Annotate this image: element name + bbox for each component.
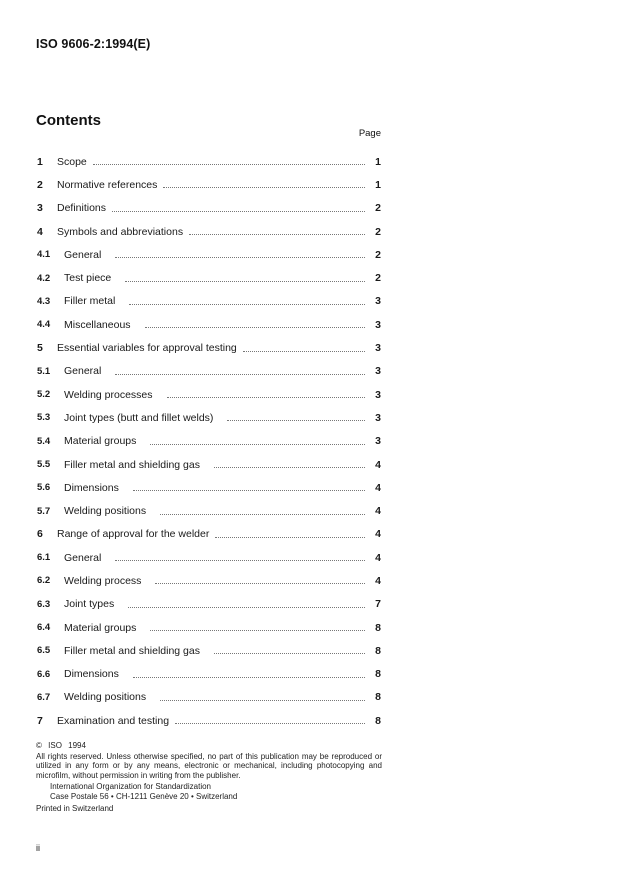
document-id: ISO 9606-2:1994(E) (36, 37, 151, 51)
toc-entry-page: 2 (375, 248, 381, 261)
toc-entry-page: 3 (375, 435, 381, 448)
toc-entry[interactable] (37, 686, 381, 709)
toc-entry[interactable] (37, 220, 381, 243)
toc-entry-title: Dimensions (64, 668, 119, 681)
toc-dot-leader (155, 573, 365, 584)
toc-entry[interactable] (37, 616, 381, 639)
toc-entry-title: Dimensions (64, 481, 119, 494)
toc-entry-page: 3 (375, 365, 381, 378)
toc-entry-number: 6.6 (37, 668, 51, 680)
toc-entry-number: 7 (37, 714, 43, 727)
toc-entry-page: 4 (375, 574, 381, 587)
toc-entry-page: 3 (375, 295, 381, 308)
toc-entry-title: Essential variables for approval testing (57, 342, 237, 355)
toc-entry-title: Symbols and abbreviations (57, 225, 184, 238)
toc-entry[interactable] (37, 406, 381, 429)
toc-entry-number: 2 (37, 178, 43, 191)
table-of-contents (37, 150, 381, 732)
toc-dot-leader (160, 690, 365, 701)
toc-entry-number: 4.1 (37, 249, 51, 261)
toc-entry[interactable] (37, 360, 381, 383)
toc-entry-title: Filler metal and shielding gas (64, 644, 200, 657)
toc-entry-title: Welding process (64, 574, 142, 587)
toc-dot-leader (145, 317, 365, 328)
toc-entry[interactable] (37, 243, 381, 266)
toc-entry-title: Welding positions (64, 505, 147, 518)
toc-dot-leader (215, 527, 365, 538)
toc-dot-leader (150, 620, 365, 631)
toc-entry-page: 4 (375, 505, 381, 518)
toc-entry[interactable] (37, 313, 381, 336)
toc-entry-number: 4.4 (37, 319, 51, 331)
toc-entry-page: 3 (375, 342, 381, 355)
toc-entry-title: Scope (57, 155, 87, 168)
toc-entry-number: 5 (37, 342, 43, 355)
toc-entry[interactable] (37, 290, 381, 313)
toc-entry[interactable] (37, 523, 381, 546)
toc-entry-page: 3 (375, 411, 381, 424)
rights-statement: All rights reserved. Unless otherwise specified, no part of this publication may be reproduced or utilized in any form or by any means, electronic or mechanical, including photocopying and microfilm, without permission in writing from the publisher. (36, 751, 382, 780)
toc-entry[interactable] (37, 266, 381, 289)
toc-entry-page: 2 (375, 202, 381, 215)
toc-entry-page: 1 (375, 155, 381, 168)
toc-dot-leader (214, 643, 365, 654)
toc-entry-title: Test piece (64, 272, 112, 285)
toc-dot-leader (167, 387, 365, 398)
toc-entry-number: 5.1 (37, 365, 51, 377)
toc-dot-leader (129, 294, 365, 305)
toc-entry[interactable] (37, 336, 381, 359)
toc-entry-title: Range of approval for the welder (57, 528, 210, 541)
toc-dot-leader (112, 201, 365, 212)
toc-dot-leader (175, 713, 365, 724)
toc-dot-leader (227, 410, 365, 421)
toc-entry-number: 1 (37, 155, 43, 168)
toc-entry-number: 3 (37, 202, 43, 215)
publisher-name: International Organization for Standardization (50, 782, 211, 792)
toc-entry-page: 8 (375, 644, 381, 657)
toc-dot-leader (115, 364, 365, 375)
toc-dot-leader (93, 154, 365, 165)
toc-entry-number: 4 (37, 225, 43, 238)
copyright-year: 1994 (68, 741, 86, 750)
toc-entry[interactable] (37, 546, 381, 569)
toc-entry-number: 4.3 (37, 295, 51, 307)
toc-entry-page: 4 (375, 481, 381, 494)
toc-entry-title: Examination and testing (57, 714, 170, 727)
toc-entry-page: 3 (375, 388, 381, 401)
toc-entry-page: 8 (375, 691, 381, 704)
toc-entry-number: 6.5 (37, 645, 51, 657)
toc-dot-leader (243, 341, 365, 352)
page-folio: ii (36, 843, 40, 853)
toc-dot-leader (128, 597, 365, 608)
toc-entry-number: 5.5 (37, 459, 51, 470)
toc-dot-leader (133, 480, 365, 491)
toc-entry-page: 3 (375, 318, 381, 331)
printed-in: Printed in Switzerland (36, 803, 114, 813)
toc-entry-page: 7 (375, 598, 381, 611)
toc-entry-title: Welding positions (64, 691, 147, 704)
toc-entry-number: 5.2 (37, 389, 51, 401)
toc-entry-number: 6.4 (37, 622, 51, 634)
toc-entry-page: 1 (375, 178, 381, 191)
toc-entry-number: 6.3 (37, 598, 51, 610)
toc-dot-leader (160, 504, 365, 515)
toc-entry-title: Material groups (64, 435, 137, 448)
toc-dot-leader (150, 434, 365, 445)
toc-entry-title: Filler metal and shielding gas (64, 458, 200, 471)
toc-entry-title: Miscellaneous (64, 318, 131, 331)
toc-entry[interactable] (37, 593, 381, 616)
toc-entry-number: 5.4 (37, 435, 51, 447)
toc-entry-title: Welding processes (64, 388, 153, 401)
toc-entry-number: 4.2 (37, 272, 51, 284)
toc-entry-title: Definitions (57, 202, 107, 215)
toc-entry[interactable] (37, 197, 381, 220)
toc-entry[interactable] (37, 663, 381, 686)
toc-entry[interactable] (37, 709, 381, 732)
toc-entry-page: 4 (375, 528, 381, 541)
toc-entry[interactable] (37, 499, 381, 522)
toc-entry-page: 4 (375, 551, 381, 564)
toc-entry[interactable] (37, 476, 381, 499)
toc-dot-leader (115, 550, 365, 561)
toc-entry[interactable] (37, 453, 381, 476)
toc-entry-number: 6.1 (37, 552, 51, 564)
toc-entry-title: General (64, 365, 102, 378)
toc-entry-title: Normative references (57, 178, 158, 191)
toc-dot-leader (189, 224, 365, 235)
toc-entry-page: 2 (375, 272, 381, 285)
toc-entry-number: 6.2 (37, 575, 51, 587)
toc-entry-title: General (64, 248, 102, 261)
contents-heading: Contents (36, 112, 101, 129)
toc-entry[interactable] (37, 383, 381, 406)
toc-entry-title: Joint types (64, 598, 115, 611)
toc-entry-title: Material groups (64, 621, 137, 634)
toc-entry-page: 4 (375, 458, 381, 471)
toc-entry-title: Filler metal (64, 295, 116, 308)
toc-entry[interactable] (37, 150, 381, 173)
toc-entry[interactable] (37, 430, 381, 453)
toc-entry-number: 5.3 (37, 412, 51, 424)
publisher-address: Case Postale 56 • CH-1211 Genève 20 • Switzerland (50, 791, 238, 801)
toc-entry[interactable] (37, 569, 381, 592)
toc-entry-number: 6 (37, 528, 43, 541)
copyright-line (36, 741, 382, 751)
toc-entry-title: Joint types (butt and fillet welds) (64, 411, 214, 424)
toc-entry-page: 8 (375, 668, 381, 681)
toc-dot-leader (214, 457, 365, 468)
toc-entry[interactable] (37, 639, 381, 662)
toc-entry-number: 5.7 (37, 505, 51, 517)
toc-dot-leader (125, 271, 365, 282)
toc-entry-number: 6.7 (37, 691, 51, 703)
toc-dot-leader (133, 667, 365, 678)
toc-entry[interactable] (37, 173, 381, 196)
toc-entry-page: 8 (375, 714, 381, 727)
toc-dot-leader (115, 247, 365, 258)
toc-entry-title: General (64, 551, 102, 564)
copyright-owner: ISO (48, 741, 62, 750)
toc-dot-leader (163, 177, 365, 188)
page-column-label: Page (358, 128, 381, 139)
publisher-block (50, 782, 382, 801)
toc-entry-number: 5.6 (37, 482, 51, 494)
copyright-symbol: © (36, 741, 42, 750)
toc-entry-page: 2 (375, 225, 381, 238)
copyright-notice (36, 741, 382, 813)
toc-entry-page: 8 (375, 621, 381, 634)
